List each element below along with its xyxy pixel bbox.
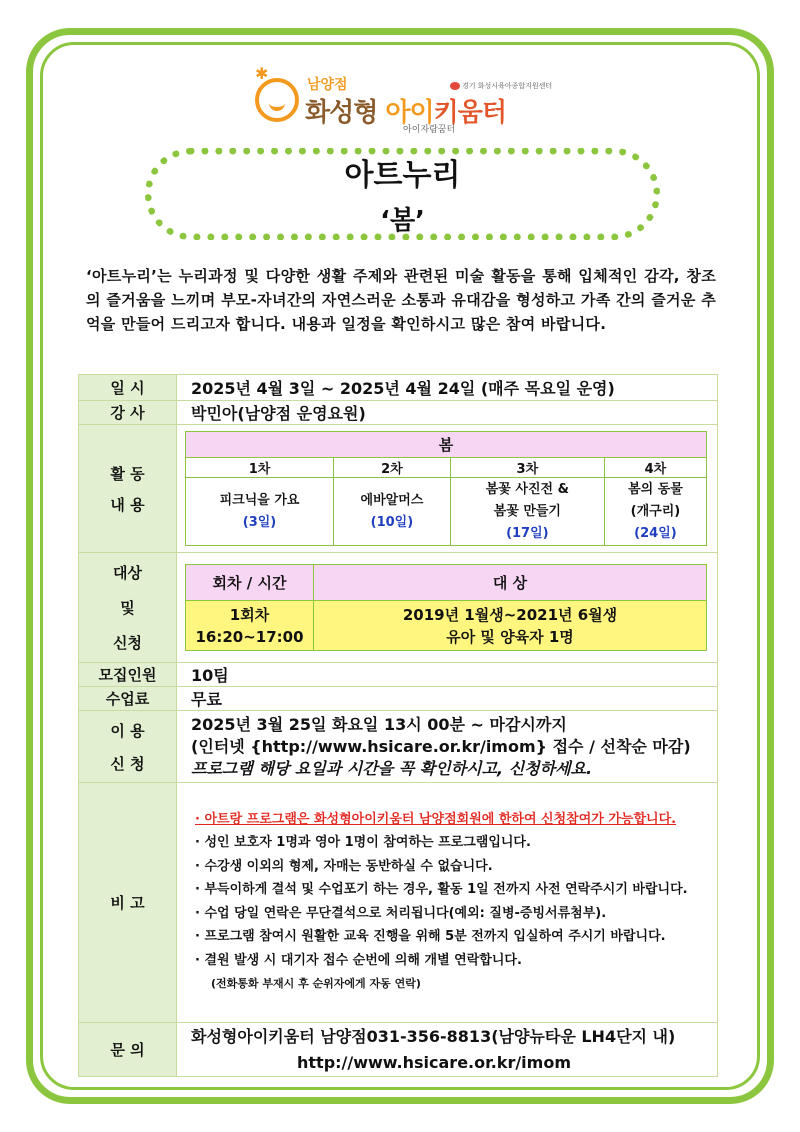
target-who-cell — [314, 601, 707, 651]
target-value — [177, 553, 718, 663]
recruit-label: 모집인원 — [79, 663, 177, 687]
contact-url[interactable]: http://www.hsicare.or.kr/imom — [297, 1052, 571, 1072]
session-cell — [604, 478, 706, 546]
notes-item: · 수업 당일 연락은 무단결석으로 처리됩니다(예외: 질병-증빙서류첨부). — [195, 905, 607, 921]
logo — [255, 64, 555, 140]
session-num: 1차 — [186, 458, 334, 478]
schedule-label: 일 시 — [79, 375, 177, 401]
target-time: 16:20~17:00 — [195, 627, 304, 646]
apply-label-1: 이 용 — [110, 721, 145, 740]
session-title: 에바알머스 — [360, 492, 424, 508]
apply-line-3: 프로그램 해당 요일과 시간을 꼭 확인하시고, 신청하세요. — [191, 758, 593, 778]
notes-value — [177, 783, 718, 1023]
target-label-2: 및 — [120, 599, 135, 617]
notes-warning: · 아트랑 프로그램은 화성형아이키움터 남양점회원에 한하여 신청참여가 가능합니다. — [195, 811, 677, 827]
logo-name-part1: 화성형 — [305, 98, 386, 128]
session-cell — [450, 478, 604, 546]
session-date: (10일) — [370, 514, 414, 530]
activity-header: 봄 — [186, 432, 707, 458]
page-title: 아트누리 — [344, 158, 461, 193]
session-title-2: 봄꽃 만들기 — [493, 503, 561, 519]
activity-label-2: 내 용 — [110, 495, 145, 514]
apply-label — [79, 711, 177, 783]
notes-list — [191, 804, 717, 1002]
contact-line-1: 화성형아이키움터 남양점031-356-8813(남양뉴타운 LH4단지 내) — [191, 1026, 676, 1046]
notes-item: · 수강생 이외의 형제, 자매는 동반하실 수 없습니다. — [195, 858, 493, 874]
target-session-cell — [186, 601, 314, 651]
session-date: (24일) — [634, 525, 677, 541]
intro-text: ‘아트누리’는 누리과정 및 다양한 생활 주제와 관련된 미술 활동을 통해 입체적인 감각, 창조의 즐거움을 느끼며 부모-자녀간의 자연스러운 소통과 유대감을 형성하고 가족 간의 즐거운 추억을 만들어 드리고자 합니다. 내용과 일정을 확인하시고 많은 참여 바랍니다. — [86, 267, 716, 333]
activity-value — [177, 425, 718, 553]
session-num: 2차 — [334, 458, 451, 478]
target-label-3: 신청 — [113, 634, 142, 652]
session-title-2: (개구리) — [630, 503, 681, 519]
session-num: 3차 — [450, 458, 604, 478]
org-mark-icon — [450, 82, 460, 90]
target-col1-header: 회차 / 시간 — [186, 565, 314, 601]
session-title: 피크닉을 가요 — [219, 492, 300, 508]
apply-line-1: 2025년 3월 25일 화요일 13시 00분 ~ 마감시까지 — [191, 714, 567, 734]
target-who-2: 유아 및 양육자 1명 — [446, 627, 574, 646]
activity-label — [79, 425, 177, 553]
session-cell — [334, 478, 451, 546]
activity-label-1: 활 동 — [110, 464, 145, 483]
apply-value — [177, 711, 718, 783]
info-table — [78, 374, 718, 1077]
notes-item: · 프로그램 참여시 원활한 교육 진행을 위해 5분 전까지 입실하여 주시기 바랍니다. — [195, 929, 666, 944]
logo-name-part2: 아이 — [385, 98, 434, 128]
apply-line-2: (인터넷 {http://www.hsicare.or.kr/imom} 접수 / 선착순 마감) — [191, 736, 691, 756]
target-label — [79, 553, 177, 663]
logo-org — [450, 81, 552, 91]
instructor-value: 박민아(남양점 운영요원) — [177, 401, 718, 425]
logo-branch: 남양점 — [307, 77, 348, 93]
session-cell — [186, 478, 334, 546]
contact-value — [177, 1023, 718, 1077]
target-table — [185, 564, 707, 651]
page-subtitle: ‘봄’ — [380, 206, 425, 236]
target-label-1: 대상 — [113, 564, 142, 582]
session-title: 봄꽃 사진전 & — [485, 481, 569, 497]
notes-small: (전화통화 부재시 후 순위자에게 자동 연락) — [211, 977, 421, 990]
session-date: (3일) — [242, 514, 277, 530]
target-session: 1회차 — [229, 605, 270, 624]
target-col2-header: 대 상 — [314, 565, 707, 601]
logo-name-part3: 키움터 — [433, 98, 506, 128]
logo-org-text: 경기 화성시육아종합지원센터 — [462, 82, 553, 90]
activity-table — [185, 431, 707, 546]
session-date: (17일) — [506, 525, 549, 541]
fee-label: 수업료 — [79, 687, 177, 711]
session-title: 봄의 동물 — [628, 481, 683, 497]
logo-subtitle: 아이자람꿈터 — [403, 125, 456, 135]
fee-value: 무료 — [177, 687, 718, 711]
instructor-label: 강 사 — [79, 401, 177, 425]
notes-label: 비 고 — [79, 783, 177, 1023]
notes-item: · 결원 발생 시 대기자 접수 순번에 의해 개별 연락합니다. — [195, 952, 522, 968]
schedule-value: 2025년 4월 3일 ~ 2025년 4월 24일 (매주 목요일 운영) — [177, 375, 718, 401]
recruit-value: 10팀 — [177, 663, 718, 687]
notes-item: · 성인 보호자 1명과 영아 1명이 참여하는 프로그램입니다. — [195, 835, 531, 850]
target-who-1: 2019년 1월생~2021년 6월생 — [402, 605, 618, 624]
notes-item: · 부득이하게 결석 및 수업포기 하는 경우, 활동 1일 전까지 사전 연락주시기 바랍니다. — [195, 882, 688, 897]
apply-label-2: 신 청 — [110, 754, 145, 773]
contact-label: 문 의 — [79, 1023, 177, 1077]
session-num: 4차 — [604, 458, 706, 478]
smile-face-icon — [255, 78, 299, 122]
star-icon: ✱ — [255, 64, 269, 83]
